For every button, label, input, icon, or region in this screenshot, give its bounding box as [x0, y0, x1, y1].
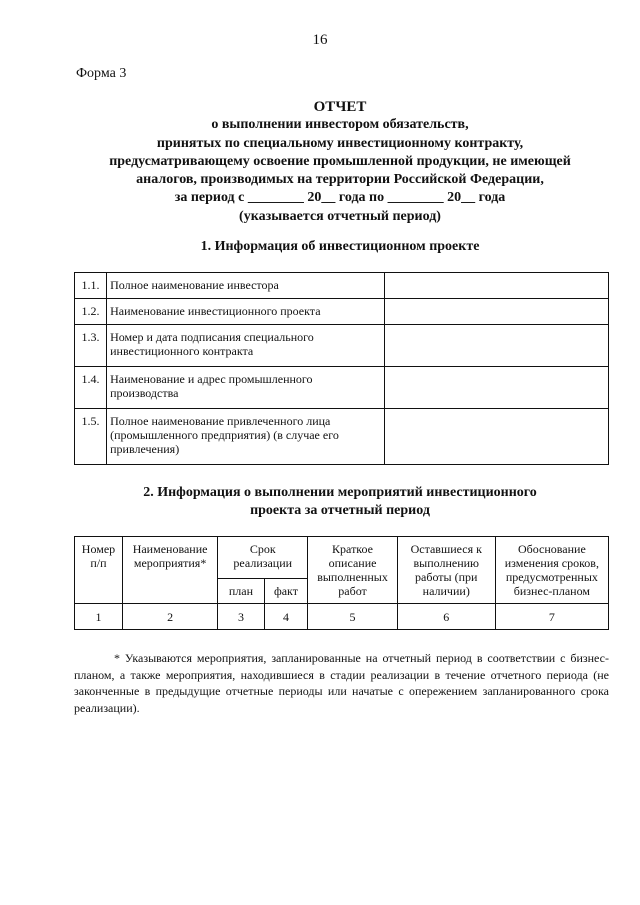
row-value-cell[interactable]: [385, 273, 609, 299]
row-label: Наименование и адрес промышленного производства: [107, 367, 385, 409]
report-heading: [40, 98, 640, 226]
header-number: Номер п/п: [75, 537, 123, 604]
form-label: Форма 3: [76, 66, 127, 81]
header-plan: план: [218, 579, 264, 604]
row-value-cell[interactable]: [385, 299, 609, 325]
row-number: 1.1.: [75, 273, 107, 299]
header-justification: Обоснование изменения сроков, предусмотренных бизнес-планом: [495, 537, 608, 604]
row-number: 1.5.: [75, 409, 107, 465]
row-value-cell[interactable]: [385, 409, 609, 465]
section-2-title-line-2: проекта за отчетный период: [250, 503, 430, 518]
column-number: 3: [218, 604, 264, 630]
report-period-note: (указывается отчетный период): [239, 208, 441, 224]
report-subtitle-line-1: о выполнении инвестором обязательств,: [211, 117, 469, 133]
report-subtitle-line-3: предусматривающему освоение промышленной продукции, не имеющей: [109, 153, 571, 169]
row-number: 1.4.: [75, 367, 107, 409]
row-label: Полное наименование привлеченного лица (промышленного предприятия) (в случае его привлечения): [107, 409, 385, 465]
column-number: 4: [264, 604, 308, 630]
header-fact: факт: [264, 579, 308, 604]
table-row: [75, 367, 609, 409]
column-number: 5: [308, 604, 397, 630]
header-term: Срок реализации: [218, 537, 308, 579]
table-row: [75, 325, 609, 367]
column-number: 2: [122, 604, 217, 630]
footnote: * Указываются мероприятия, запланированные на отчетный период в соответствии с бизнес-планом, а также мероприятия, находившиеся в стадии реализации в течение отчетного периода (не законченные в предыдущие отчетные периоды или начатые с опережением запланированного срока реализации).: [74, 651, 609, 715]
column-number: 6: [397, 604, 495, 630]
header-row: [75, 537, 609, 579]
page-number: 16: [312, 32, 328, 48]
row-value-cell[interactable]: [385, 325, 609, 367]
row-value-cell[interactable]: [385, 367, 609, 409]
section-1-title: 1. Информация об инвестиционном проекте: [200, 239, 480, 254]
column-number: 7: [495, 604, 608, 630]
header-remaining-work: Оставшиеся к выполнению работы (при наличии): [397, 537, 495, 604]
column-number: 1: [75, 604, 123, 630]
report-subtitle-line-4: аналогов, производимых на территории Российской Федерации,: [136, 172, 544, 188]
report-subtitle-line-2: принятых по специальному инвестиционному контракту,: [156, 135, 524, 151]
section-2-title: [40, 484, 640, 520]
row-label: Полное наименование инвестора: [107, 273, 385, 299]
table-row: [75, 409, 609, 465]
row-number: 1.2.: [75, 299, 107, 325]
row-number: 1.3.: [75, 325, 107, 367]
numbering-row: [75, 604, 609, 630]
header-description: Краткое описание выполненных работ: [308, 537, 397, 604]
row-label: Номер и дата подписания специального инвестиционного контракта: [107, 325, 385, 367]
header-event-name: Наименование мероприятия*: [122, 537, 217, 604]
section-2-title-line-1: 2. Информация о выполнении мероприятий инвестиционного: [143, 485, 537, 500]
table-row: [75, 273, 609, 299]
report-title: ОТЧЕТ: [313, 99, 367, 115]
row-label: Наименование инвестиционного проекта: [107, 299, 385, 325]
table-row: [75, 299, 609, 325]
project-events-table: [74, 536, 609, 630]
report-period-line: за период с ________ 20__ года по ________ 20__ года: [174, 190, 506, 206]
investment-project-info-table: [74, 272, 609, 465]
